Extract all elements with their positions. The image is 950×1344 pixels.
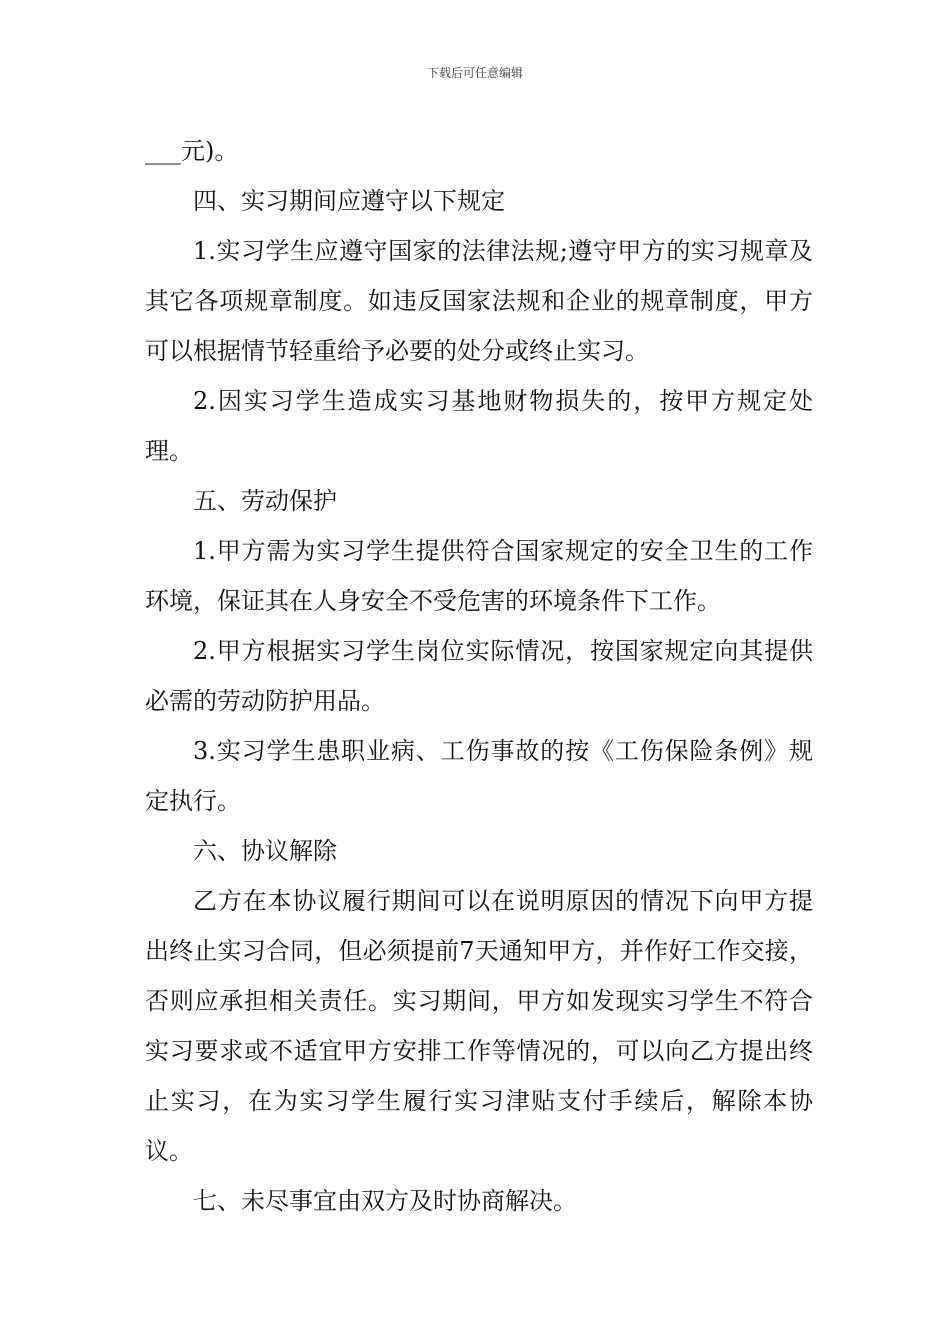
section-heading-other-matters: 七、未尽事宜由双方及时协商解决。 bbox=[193, 1187, 577, 1215]
section-heading-labor-protection: 五、劳动保护 bbox=[193, 487, 337, 515]
paragraph-termination: 乙方在本协议履行期间可以在说明原因的情况下向甲方提出终止实习合同，但必须提前7天通知甲方，并作好工作交接，否则应承担相关责任。实习期间，甲方如发现实习学生不符合实习要求或不适宜甲方安排工作等情况的，可以向乙方提出终止实习，在为实习学生履行实习津贴支付手续后，解除本协议。 bbox=[145, 887, 813, 1165]
page-header: 下载后可任意编辑 bbox=[426, 66, 523, 80]
paragraph-labor-3: 3.实习学生患职业病、工伤事故的按《工伤保险条例》规定执行。 bbox=[145, 737, 813, 815]
section-heading-termination: 六、协议解除 bbox=[193, 837, 337, 865]
paragraph-rules-1: 1.实习学生应遵守国家的法律法规;遵守甲方的实习规章及其它各项规章制度。如违反国家法规和企业的规章制度，甲方可以根据情节轻重给予必要的处分或终止实习。 bbox=[145, 237, 813, 365]
section-heading-rules: 四、实习期间应遵守以下规定 bbox=[193, 187, 505, 215]
document-body bbox=[145, 126, 813, 1226]
paragraph-labor-1: 1.甲方需为实习学生提供符合国家规定的安全卫生的工作环境，保证其在人身安全不受危害的环境条件下工作。 bbox=[145, 537, 813, 615]
paragraph-labor-2: 2.甲方根据实习学生岗位实际情况，按国家规定向其提供必需的劳动防护用品。 bbox=[145, 637, 813, 715]
paragraph-amount-end: ___元)。 bbox=[145, 137, 239, 165]
paragraph-rules-2: 2.因实习学生造成实习基地财物损失的，按甲方规定处理。 bbox=[145, 387, 813, 465]
